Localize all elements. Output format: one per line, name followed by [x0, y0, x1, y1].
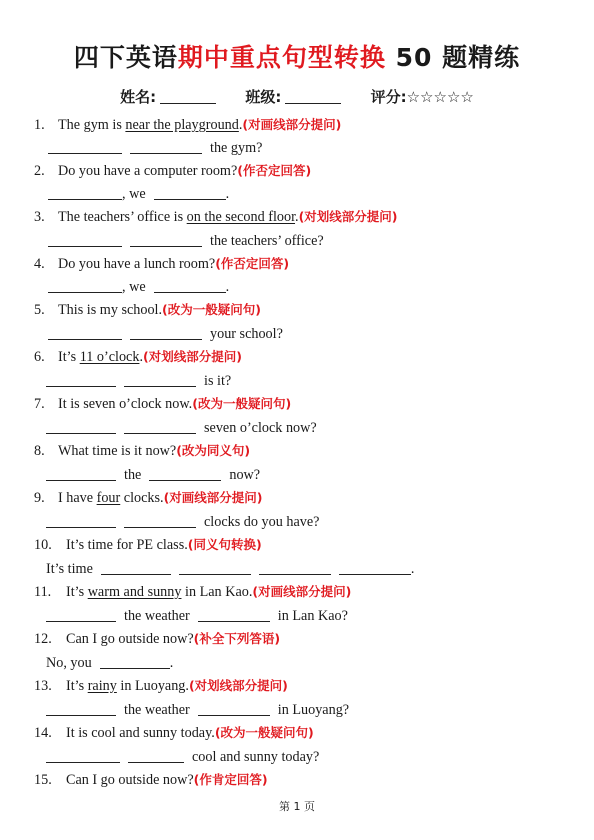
answer-line-8 — [46, 466, 260, 484]
answer-text-end: . — [169, 655, 174, 671]
class-label: 班级: — [245, 88, 282, 106]
question-number: 5. — [34, 302, 45, 318]
question-text-end: in Luoyang. — [116, 678, 189, 694]
instruction-tag: (改为一般疑问句) — [162, 302, 261, 317]
question-14 — [34, 724, 314, 742]
question-text: It’s — [66, 678, 88, 694]
question-number: 6. — [34, 349, 45, 365]
answer-blank[interactable] — [339, 561, 411, 575]
score-label: 评分: — [370, 88, 407, 106]
answer-text: the weather — [124, 608, 190, 624]
question-number: 3. — [34, 209, 45, 225]
question-6 — [34, 348, 242, 366]
score-field — [371, 86, 474, 107]
instruction-tag: (对划线部分提问) — [298, 209, 398, 224]
answer-blank[interactable] — [100, 655, 170, 669]
answer-line-9 — [46, 513, 319, 531]
instruction-tag: (作否定回答) — [237, 163, 312, 178]
question-number: 7. — [34, 396, 45, 412]
question-text-end: clocks. — [120, 490, 164, 506]
title-part-topic: 期中重点句型转换 — [177, 43, 386, 72]
question-5 — [34, 301, 261, 319]
answer-text: clocks do you have? — [204, 514, 320, 530]
instruction-tag: (同义句转换) — [187, 537, 262, 552]
question-text: It is seven o’clock now. — [58, 396, 193, 412]
answer-blank[interactable] — [46, 514, 116, 528]
answer-text-end: in Lan Kao? — [277, 608, 348, 624]
question-number: 2. — [34, 163, 45, 179]
score-stars: ☆☆☆☆☆ — [406, 88, 474, 106]
title-part-grade: 四下英语 — [73, 43, 178, 72]
answer-text: is it? — [204, 373, 232, 389]
question-text-end: . — [295, 209, 299, 225]
title-part-count: 50 题精练 — [385, 43, 521, 72]
answer-line-11 — [46, 607, 348, 625]
name-field — [120, 86, 216, 107]
underlined-text: rainy — [87, 678, 117, 694]
answer-line-4 — [48, 278, 229, 296]
answer-text-end: . — [225, 186, 230, 202]
answer-text: your school? — [210, 326, 283, 342]
question-4 — [34, 255, 289, 273]
question-text: Can I go outside now? — [66, 772, 194, 788]
name-blank[interactable] — [160, 103, 216, 104]
question-number: 13. — [34, 678, 52, 694]
answer-text-end: . — [225, 279, 230, 295]
answer-line-1 — [48, 139, 262, 157]
answer-blank[interactable] — [154, 186, 226, 200]
question-12 — [34, 630, 280, 648]
page-number: 第 1 页 — [279, 800, 315, 813]
answer-blank[interactable] — [48, 140, 122, 154]
class-blank[interactable] — [285, 103, 341, 104]
underlined-text: 11 o’clock — [79, 349, 140, 365]
question-number: 10. — [34, 537, 52, 553]
answer-line-7 — [46, 419, 317, 437]
instruction-tag: (改为一般疑问句) — [214, 725, 314, 740]
answer-blank[interactable] — [124, 514, 196, 528]
answer-text: the — [124, 467, 142, 483]
answer-blank[interactable] — [124, 373, 196, 387]
question-text: What time is it now? — [58, 443, 177, 459]
question-text: It’s time for PE class. — [66, 537, 188, 553]
underlined-text: near the playground — [125, 117, 239, 133]
question-text-end: . — [238, 117, 243, 133]
question-9 — [34, 489, 263, 507]
question-number: 12. — [34, 631, 52, 647]
question-number: 11. — [34, 584, 52, 600]
answer-blank[interactable] — [128, 749, 184, 763]
answer-text: the weather — [124, 702, 190, 718]
answer-blank[interactable] — [130, 233, 202, 247]
student-info-row — [0, 86, 594, 107]
answer-blank[interactable] — [179, 561, 251, 575]
underlined-text: warm and sunny — [87, 584, 182, 600]
answer-line-6 — [46, 372, 231, 390]
answer-text: It’s time — [46, 561, 93, 577]
answer-text-end: in Luoyang? — [277, 702, 350, 718]
answer-line-2 — [48, 185, 229, 203]
answer-blank[interactable] — [46, 702, 116, 716]
instruction-tag: (补全下列答语) — [193, 631, 281, 646]
question-text: This is my school. — [58, 302, 163, 318]
question-text: I have — [58, 490, 97, 506]
answer-text: seven o’clock now? — [204, 420, 317, 436]
answer-text: the teachers’ office? — [210, 233, 324, 249]
answer-line-14 — [46, 748, 319, 766]
answer-line-12 — [46, 654, 173, 672]
question-text: Can I go outside now? — [66, 631, 194, 647]
answer-text: , we — [122, 186, 146, 202]
question-text: The gym is — [58, 117, 126, 133]
answer-text: , we — [122, 279, 146, 295]
question-number: 1. — [34, 117, 45, 133]
instruction-tag: (对画线部分提问) — [252, 584, 352, 599]
answer-blank[interactable] — [130, 326, 202, 340]
answer-blank[interactable] — [46, 467, 116, 481]
answer-blank[interactable] — [48, 279, 122, 293]
answer-line-13 — [46, 701, 349, 719]
answer-blank[interactable] — [48, 233, 122, 247]
answer-blank[interactable] — [46, 373, 116, 387]
question-number: 8. — [34, 443, 45, 459]
instruction-tag: (对画线部分提问) — [163, 490, 263, 505]
answer-blank[interactable] — [198, 608, 270, 622]
question-8 — [34, 442, 250, 460]
question-1 — [34, 116, 341, 134]
name-label: 姓名: — [120, 88, 157, 106]
answer-text: No, you — [46, 655, 92, 671]
question-text: The teachers’ office is — [58, 209, 187, 225]
answer-blank[interactable] — [46, 749, 120, 763]
answer-line-3 — [48, 232, 324, 250]
question-15 — [34, 771, 268, 789]
answer-line-5 — [48, 325, 283, 343]
question-10 — [34, 536, 262, 554]
answer-blank[interactable] — [198, 702, 270, 716]
question-3 — [34, 208, 398, 226]
instruction-tag: (对划线部分提问) — [142, 349, 242, 364]
instruction-tag: (对划线部分提问) — [188, 678, 288, 693]
question-number: 4. — [34, 256, 45, 272]
question-number: 15. — [34, 772, 52, 788]
instruction-tag: (作肯定回答) — [193, 772, 268, 787]
answer-text: the gym? — [210, 140, 263, 156]
answer-blank[interactable] — [154, 279, 226, 293]
instruction-tag: (改为一般疑问句) — [192, 396, 292, 411]
question-text-end: in Lan Kao. — [181, 584, 253, 600]
answer-blank[interactable] — [46, 420, 116, 434]
question-text: Do you have a lunch room? — [58, 256, 216, 272]
question-text: It’s — [58, 349, 80, 365]
answer-blank[interactable] — [48, 186, 122, 200]
answer-blank[interactable] — [130, 140, 202, 154]
answer-blank[interactable] — [48, 326, 122, 340]
question-text: It is cool and sunny today. — [66, 725, 215, 741]
instruction-tag: (改为同义句) — [176, 443, 251, 458]
question-text-end: . — [139, 349, 143, 365]
answer-text: cool and sunny today? — [192, 749, 320, 765]
question-2 — [34, 162, 311, 180]
instruction-tag: (作否定回答) — [215, 256, 290, 271]
answer-blank[interactable] — [259, 561, 331, 575]
answer-line-10 — [46, 560, 414, 578]
answer-text-end: now? — [229, 467, 261, 483]
answer-blank[interactable] — [101, 561, 171, 575]
class-field — [245, 86, 341, 107]
page-title — [0, 38, 594, 74]
answer-blank[interactable] — [149, 467, 221, 481]
underlined-text: four — [96, 490, 121, 506]
question-number: 9. — [34, 490, 45, 506]
question-11 — [34, 583, 351, 601]
instruction-tag: (对画线部分提问) — [242, 117, 342, 132]
underlined-text: on the second floor — [186, 209, 296, 225]
question-text: It’s — [66, 584, 88, 600]
answer-blank[interactable] — [46, 608, 116, 622]
answer-blank[interactable] — [124, 420, 196, 434]
question-7 — [34, 395, 291, 413]
question-text: Do you have a computer room? — [58, 163, 238, 179]
question-number: 14. — [34, 725, 52, 741]
answer-text-end: . — [410, 561, 415, 577]
question-13 — [34, 677, 288, 695]
